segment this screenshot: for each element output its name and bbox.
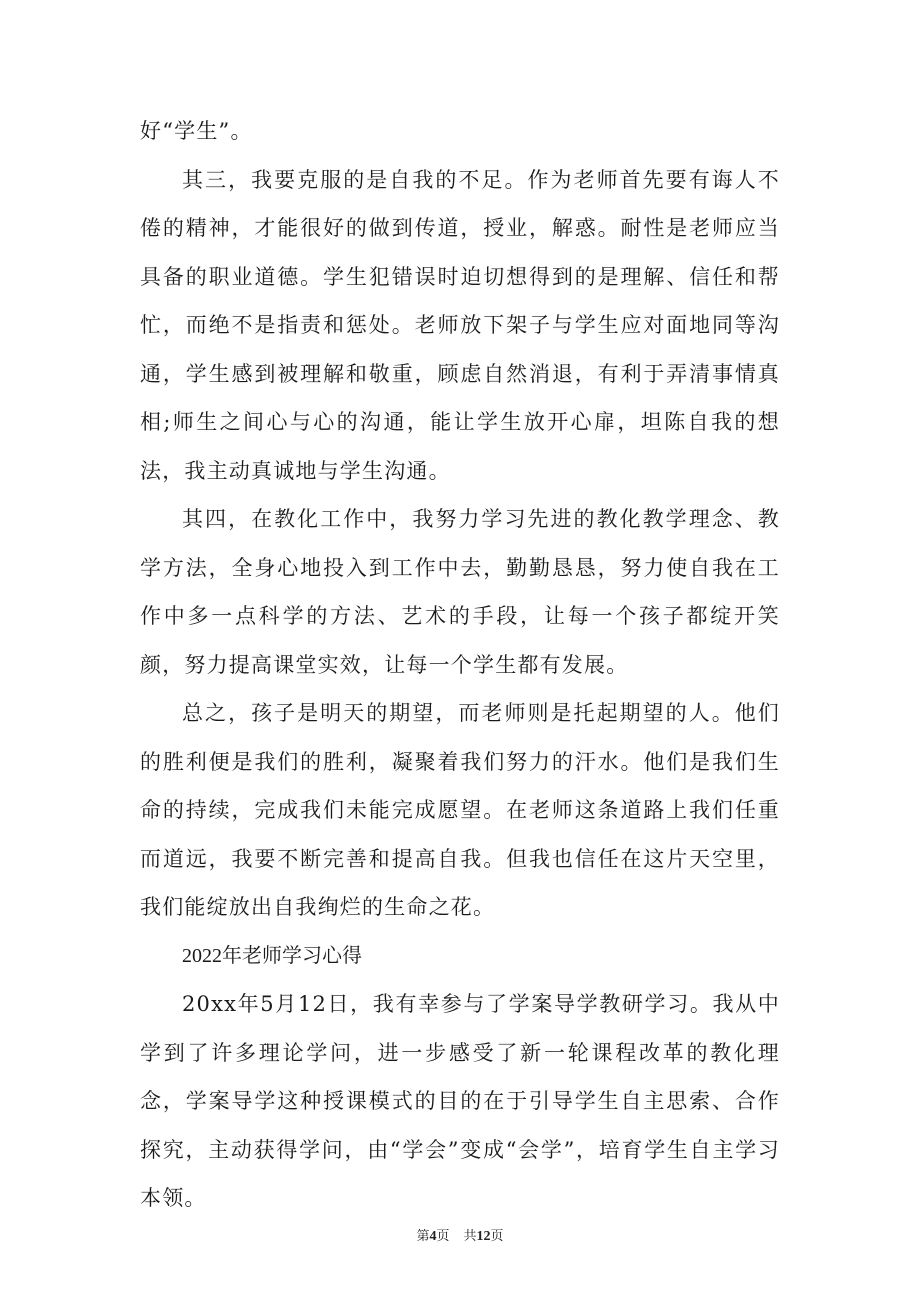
page-prefix: 第	[416, 1229, 430, 1244]
page-footer	[0, 1228, 920, 1246]
total-prefix: 共	[463, 1229, 477, 1244]
paragraph-new-section: 20xx年5月12日，我有幸参与了学案导学教研学习。我从中学到了许多理论学问，进一步感受了新一轮课程改革的教化理念，学案导学这种授课模式的目的在于引导学生自主思索、合作探究，主动获得学问，由“学会”变成“会学”，培育学生自主学习本领。	[140, 992, 780, 1210]
paragraph-third-point: 其三，我要克服的是自我的不足。作为老师首先要有诲人不倦的精神，才能很好的做到传道，授业，解惑。耐性是老师应当具备的职业道德。学生犯错误时迫切想得到的是理解、信任和帮忙，而绝不是指责和惩处。老师放下架子与学生应对面地同等沟通，学生感到被理解和敬重，顾虑自然消退，有利于弄清事情真相;师生之间心与心的沟通，能让学生放开心扉，坦陈自我的想法，我主动真诚地与学生沟通。	[140, 167, 780, 483]
total-suffix: 页	[490, 1229, 504, 1244]
paragraph-conclusion: 总之，孩子是明天的期望，而老师则是托起期望的人。他们的胜利便是我们的胜利，凝聚着我们努力的汗水。他们是我们生命的持续，完成我们未能完成愿望。在老师这条道路上我们任重而道远，我要不断完善和提高自我。但我也信任在这片天空里，我们能绽放出自我绚烂的生命之花。	[140, 701, 780, 919]
page-suffix: 页	[436, 1229, 450, 1244]
paragraph-continuation: 好“学生”。	[140, 119, 253, 143]
paragraph-fourth-point: 其四，在教化工作中，我努力学习先进的教化教学理念、教学方法，全身心地投入到工作中去，勤勤恳恳，努力使自我在工作中多一点科学的方法、艺术的手段，让每一个孩子都绽开笑颜，努力提高课堂实效，让每一个学生都有发展。	[140, 507, 780, 677]
document-body	[140, 107, 780, 1223]
current-page-number: 4	[429, 1229, 437, 1244]
section-heading: 2022年老师学习心得	[182, 944, 362, 967]
total-pages-number: 12	[476, 1229, 491, 1244]
